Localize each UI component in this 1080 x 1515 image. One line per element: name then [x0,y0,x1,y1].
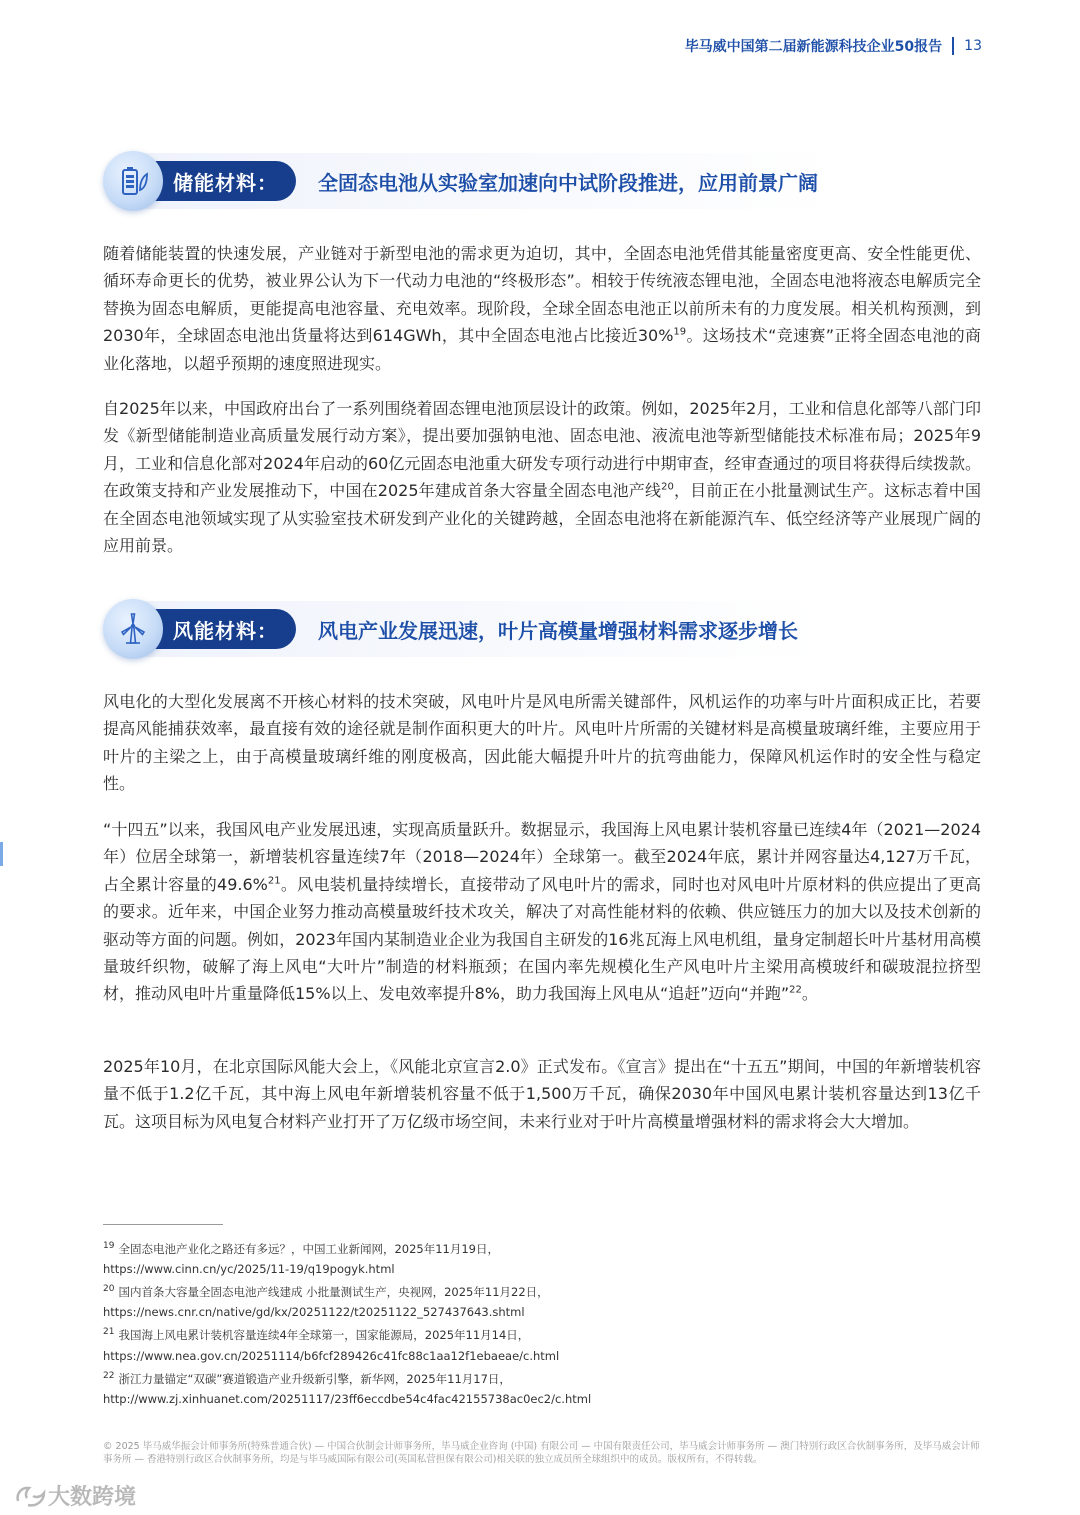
section-pill [103,153,844,209]
footnote-ref-22: 22 [789,985,802,997]
footnote-21: $^{21}$ 我国海上风电累计装机容量连续4年全球第一，国家能源局，2025年11月14日， https://www.nea.gov.cn/20251114/b6fcf289426c41fc88c1aa12f1ebaeae/c.html [103,1322,981,1365]
section-tag: 风能材料： [149,609,296,649]
section-tag: 储能材料： [149,161,296,201]
footnote-list [103,1236,981,1409]
footnote-divider [103,1224,223,1225]
footnote-19: $^{19}$ 全固态电池产业化之路还有多远？，中国工业新闻网，2025年11月19日， https://www.cinn.cn/yc/2025/11-19/q19pogyk.html [103,1236,981,1279]
section-header-energy-storage [103,150,844,212]
footnote-link[interactable]: https://www.cinn.cn/yc/2025/11-19/q19pogyk.html [103,1262,395,1277]
footnote-link[interactable]: https://www.nea.gov.cn/20251114/b6fcf289426c41fc88c1aa12f1ebaeae/c.html [103,1348,560,1363]
page-header [685,36,982,56]
paragraph-solid-state-battery: 随着储能装置的快速发展，产业链对于新型电池的需求更为迫切，其中，全固态电池凭借其能量密度更高、安全性能更优、循环寿命更长的优势，被业界公认为下一代动力电池的“终极形态”。相较于传统液态锂电池，全固态电池将液态电解质完全替换为固态电解质，更能提高电池容量、充电效率。现阶段，全球全固态电池正以前所未有的力度发展。相关机构预测，到2030年，全球固态电池出货量将达到614GWh，其中全固态电池占比接近30%$^{19}$。这场技术“竞速赛”正将全固态电池的商业化落地，以超乎预期的速度照进现实。 [103,244,981,373]
section-title: 全固态电池从实验室加速向中试阶段推进，应用前景广阔 [318,170,818,195]
legal-notice: © 2025 毕马威华振会计师事务所(特殊普通合伙) — 中国合伙制会计师事务所，毕马威企业咨询 (中国) 有限公司 — 中国有限责任公司，毕马威会计师事务所 — 澳门特别行政区合伙制事务所，及毕马威会计师事务所 — 香港特别行政区合伙制事务所，均是与毕马威国际有限公司(英国私营担保有限公司)相关联的独立成员所全球组织中的成员。版权所有，不得转载。 [103,1441,980,1465]
paragraph-wind-blade: 风电化的大型化发展离不开核心材料的技术突破，风电叶片是风电所需关键部件，风机运作的功率与叶片面积成正比，若要提高风能捕获效率，最直接有效的途径就是制作面积更大的叶片。风电叶片所需的关键材料是高模量玻璃纤维，主要应用于叶片的主梁之上，由于高模量玻璃纤维的刚度极高，因此能大幅提升叶片的抗弯曲能力，保障风机运作时的安全性与稳定性。 [103,692,981,794]
report-title: 毕马威中国第二届新能源科技企业50报告 [684,39,943,55]
watermark-text: 大数跨境 [48,1485,137,1510]
watermark-logo-icon [14,1483,48,1509]
section-pill [103,601,824,657]
battery-leaf-icon [103,151,163,211]
header-divider [952,37,954,55]
wind-turbine-icon [103,599,163,659]
footnote-22: $^{22}$ 浙江力量锚定“双碳”赛道锻造产业升级新引擎，新华网，2025年11月17日， http://www.zj.xinhuanet.com/20251117/23ff6eccdbe54c4fac42155738ac0ec2/c.html [103,1366,981,1409]
footnote-ref-20: 20 [661,481,674,493]
section-header-wind-energy [103,598,824,660]
footnote-link[interactable]: https://news.cnr.cn/native/gd/kx/20251122/t20251122_527437643.shtml [103,1305,525,1320]
paragraph-wind-growth: “十四五”以来，我国风电产业发展迅速，实现高质量跃升。数据显示，我国海上风电累计装机容量已连续4年（2021—2024年）位居全球第一，新增装机容量连续7年（2018—2024年）全球第一。截至2024年底，累计并网容量达4,127万千瓦，占全累计容量的49.6%$^{21}$。风电装机量持续增长，直接带动了风电叶片的需求，同时也对风电叶片原材料的供应提出了更高的要求。近年来，中国企业努力推动高模量玻纤技术攻关，解决了对高性能材料的依赖、供应链压力的加大以及技术创新的驱动等方面的问题。例如，2023年国内某制造业企业为我国自主研发的16兆瓦海上风电机组，量身定制超长叶片基材用高模量玻纤织物，破解了海上风电“大叶片”制造的材料瓶颈；在国内率先规模化生产风电叶片主梁用高模玻纤和碳玻混拉挤型材，推动风电叶片重量降低15%以上、发电效率提升8%，助力我国海上风电从“追赶”迈向“并跑”$^{22}$。 [103,820,981,1004]
paragraph-policy: 自2025年以来，中国政府出台了一系列围绕着固态锂电池顶层设计的政策。例如，2025年2月，工业和信息化部等八部门印发《新型储能制造业高质量发展行动方案》，提出要加强钠电池、固态电池、液流电池等新型储能技术标准布局；2025年9月，工业和信息化部对2024年启动的60亿元固态电池重大研发专项行动进行中期审查，经审查通过的项目将获得后续拨款。在政策支持和产业发展推动下，中国在2025年建成首条大容量全固态电池产线$^{20}$，目前正在小批量测试生产。这标志着中国在全固态电池领域实现了从实验室技术研发到产业化的关键跨越，全固态电池将在新能源汽车、低空经济等产业展现广阔的应用前景。 [103,399,981,556]
edge-marker [0,842,3,866]
footnote-20: $^{20}$ 国内首条大容量全固态电池产线建成 小批量测试生产，央视网，2025年11月22日， https://news.cnr.cn/native/gd/kx/20251122/t20251122_527437643.shtml [103,1279,981,1322]
footnote-ref-21: 21 [267,875,281,887]
page-number: 13 [964,38,982,54]
footnote-ref-19: 19 [673,326,687,338]
section-title: 风电产业发展迅速，叶片高模量增强材料需求逐步增长 [318,618,798,643]
paragraph-beijing-declaration: 2025年10月，在北京国际风能大会上，《风能北京宣言2.0》正式发布。《宣言》提出在“十五五”期间，中国的年新增装机容量不低于1.2亿千瓦，其中海上风电年新增装机容量不低于1,500万千瓦，确保2030年中国风电累计装机容量达到13亿千瓦。这项目标为风电复合材料产业打开了万亿级市场空间，未来行业对于叶片高模量增强材料的需求将会大大增加。 [103,1057,981,1131]
watermark [14,1480,136,1511]
footnote-link[interactable]: http://www.zj.xinhuanet.com/20251117/23ff6eccdbe54c4fac42155738ac0ec2/c.html [103,1391,592,1406]
